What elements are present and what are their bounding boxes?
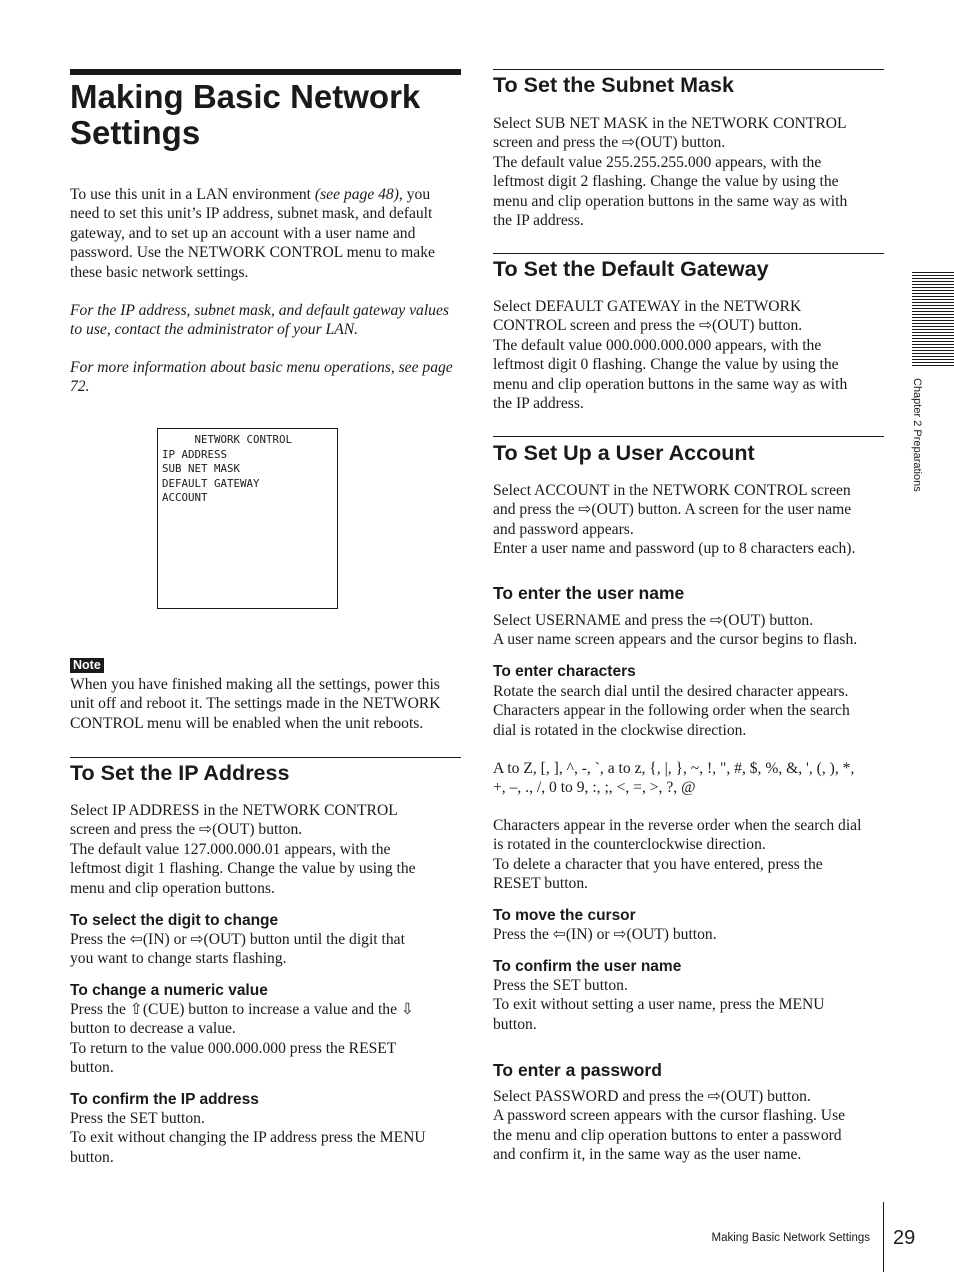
screen-item-default-gateway: DEFAULT GATEWAY	[162, 476, 260, 490]
page-title-line-1: Making Basic Network	[70, 78, 421, 115]
page-title-line-2: Settings	[70, 114, 201, 151]
chapter-side-label	[911, 378, 925, 508]
subnet-heading: To Set the Subnet Mask	[493, 73, 734, 97]
page-number: 29	[893, 1227, 916, 1249]
account-body: Select ACCOUNT in the NETWORK CONTROL screen and press the ⇨(OUT) button. A screen for the user name and password appears. Enter a user name and password (up to 8 characters each).	[493, 482, 856, 558]
chars-reverse: Characters appear in the reverse order when the search dial is rotated in the counterclockwise direction. To delete a character that you have entered, press the RESET button.	[493, 817, 862, 893]
network-control-screen	[157, 428, 338, 609]
username-body: Select USERNAME and press the ⇨(OUT) button. A user name screen appears and the cursor begins to flash.	[493, 612, 858, 649]
account-heading: To Set Up a User Account	[493, 441, 755, 465]
screen-item-account: ACCOUNT	[162, 491, 208, 505]
footer-title: Making Basic Network Settings	[711, 1232, 870, 1244]
title-rule	[70, 69, 461, 75]
intro-text-2: , you need to set this unit’s IP address, subnet mask, and default gateway, and to set up an account with a user name and password. Use the NETWORK CONTROL menu to make these basic network settings.	[70, 186, 435, 281]
cursor-heading: To move the cursor	[493, 907, 636, 924]
select-digit-body: Press the ⇦(IN) or ⇨(OUT) button until the digit that you want to change starts flashing.	[70, 931, 405, 968]
gateway-body: Select DEFAULT GATEWAY in the NETWORK CONTROL screen and press the ⇨(OUT) button. The default value 000.000.000.000 appears, with the leftmost digit 0 flashing. Change the value by using the menu and clip operation buttons in the same way as with the IP address.	[493, 298, 848, 413]
ip-body: Select IP ADDRESS in the NETWORK CONTROL screen and press the ⇨(OUT) button. The default value 127.000.000.01 appears, with the leftmost digit 1 flashing. Change the value by using the menu and clip operation buttons.	[70, 802, 416, 897]
note-text: When you have finished making all the settings, power this unit off and reboot it. The settings made in the NETWORK CONTROL menu will be enabled when the unit reboots.	[70, 676, 441, 732]
chars-body: Rotate the search dial until the desired character appears. Characters appear in the following order when the search dial is rotated in the clockwise direction.	[493, 683, 850, 739]
screen-title: NETWORK CONTROL	[162, 433, 293, 446]
chars-heading: To enter characters	[493, 663, 636, 680]
ip-heading: To Set the IP Address	[70, 761, 290, 785]
menu-reference-note: For more information about basic menu operations, see page 72.	[70, 359, 453, 396]
admin-note: For the IP address, subnet mask, and default gateway values to use, contact the administrator of your LAN.	[70, 302, 449, 339]
intro-text-1: To use this unit in a LAN environment	[70, 186, 315, 203]
confirm-user-heading: To confirm the user name	[493, 958, 682, 975]
confirm-ip-body: Press the SET button. To exit without changing the IP address press the MENU button.	[70, 1110, 426, 1166]
chars-list: A to Z, [, ], ^, -, `, a to z, {, |, }, ~, !, ", #, $, %, &, ', (, ), *, +, –, ., /, 0 to 9, :, ;, <, =, >, ?, @	[493, 760, 855, 797]
section-rule	[493, 253, 884, 254]
select-digit-heading: To select the digit to change	[70, 912, 279, 929]
chapter-side-label-text: Chapter 2 Preparations	[911, 378, 923, 492]
note-label: Note	[70, 658, 104, 673]
intro-page-reference: (see page 48)	[314, 186, 399, 203]
chapter-tab-marker	[912, 272, 954, 366]
section-rule	[493, 436, 884, 437]
password-body: Select PASSWORD and press the ⇨(OUT) button. A password screen appears with the cursor flashing. Use the menu and clip operation buttons to enter a password and confirm it, in the same way as the user name.	[493, 1088, 846, 1164]
confirm-user-body: Press the SET button. To exit without setting a user name, press the MENU button.	[493, 977, 825, 1033]
page-title	[70, 79, 420, 151]
subnet-body: Select SUB NET MASK in the NETWORK CONTROL screen and press the ⇨(OUT) button. The default value 255.255.255.000 appears, with the leftmost digit 2 flashing. Change the value by using the menu and clip operation buttons in the same way as with the IP address.	[493, 115, 848, 230]
change-value-body: Press the ⇧(CUE) button to increase a value and the ⇩ button to decrease a value. To return to the value 000.000.000 press the RESET button.	[70, 1001, 414, 1077]
screen-item-ip-address: IP ADDRESS	[162, 447, 228, 461]
footer-divider	[883, 1202, 884, 1272]
intro-paragraph	[70, 185, 462, 282]
screen-item-sub-net-mask: SUB NET MASK	[162, 462, 241, 476]
username-heading: To enter the user name	[493, 583, 685, 603]
confirm-ip-heading: To confirm the IP address	[70, 1091, 259, 1108]
section-rule	[70, 757, 461, 758]
section-rule	[493, 69, 884, 70]
cursor-body: Press the ⇦(IN) or ⇨(OUT) button.	[493, 926, 717, 943]
change-value-heading: To change a numeric value	[70, 982, 268, 999]
gateway-heading: To Set the Default Gateway	[493, 257, 769, 281]
password-heading: To enter a password	[493, 1060, 662, 1080]
